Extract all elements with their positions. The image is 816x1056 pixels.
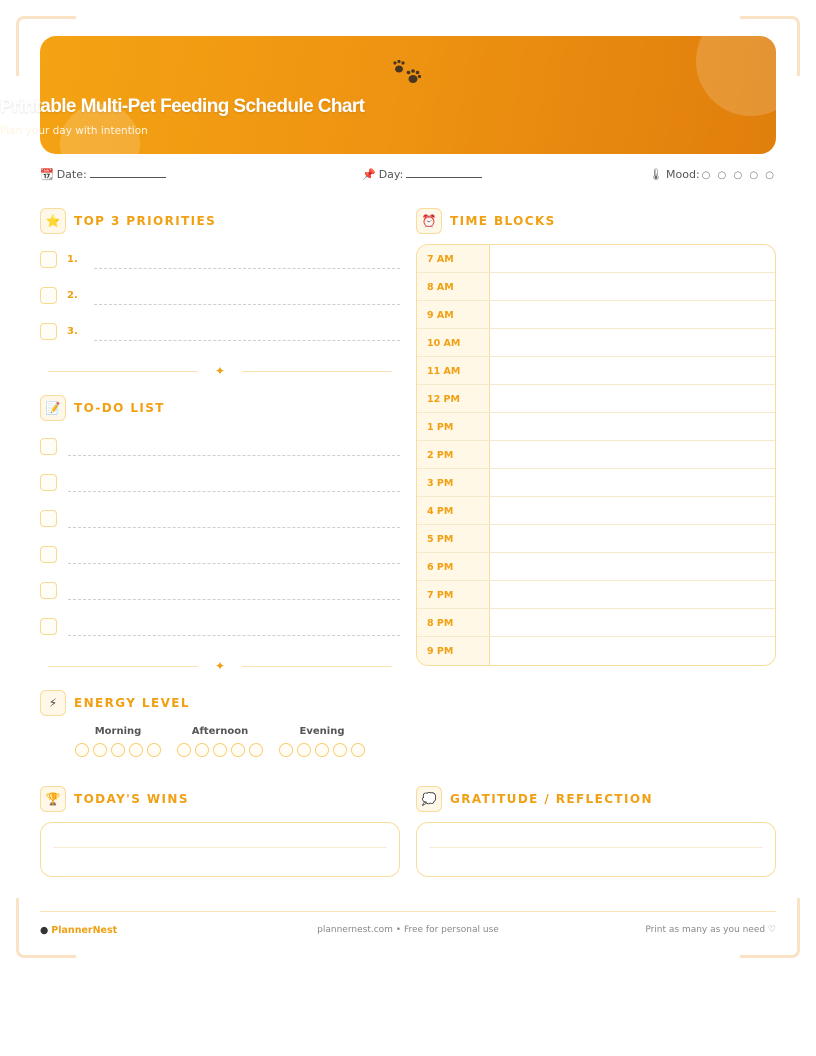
time-label: 8 AM [427, 282, 454, 293]
todo-item [40, 509, 400, 529]
time-label: 1 PM [427, 422, 454, 433]
energy-circle[interactable] [351, 743, 365, 757]
todo-write-line[interactable] [68, 491, 400, 492]
time-label: 12 PM [427, 394, 460, 405]
nest-icon: ● [40, 925, 49, 936]
time-label: 6 PM [427, 562, 454, 573]
todo-title: TO-DO LIST [74, 401, 165, 415]
gratitude-title: GRATITUDE / REFLECTION [450, 792, 653, 806]
time-label: 7 PM [427, 590, 454, 601]
date-field[interactable] [40, 168, 166, 181]
time-block-row[interactable] [417, 413, 775, 441]
todo-item [40, 545, 400, 565]
priorities-heading [40, 208, 216, 234]
priority-row [40, 250, 400, 270]
time-block-row[interactable] [417, 245, 775, 273]
priority-write-line[interactable] [94, 340, 400, 341]
todo-item [40, 437, 400, 457]
energy-circle[interactable] [129, 743, 143, 757]
energy-period-label: Evening [299, 726, 345, 737]
trophy-icon: 🏆 [40, 786, 66, 812]
section-divider [40, 661, 400, 673]
time-block-row[interactable] [417, 525, 775, 553]
todo-write-line[interactable] [68, 563, 400, 564]
energy-morning [72, 726, 164, 757]
todo-write-line[interactable] [68, 455, 400, 456]
page-title: Printable Multi-Pet Feeding Schedule Chart [0, 96, 365, 117]
date-line [90, 169, 166, 178]
energy-circle[interactable] [93, 743, 107, 757]
energy-circle[interactable] [333, 743, 347, 757]
time-block-row[interactable] [417, 357, 775, 385]
energy-circle[interactable] [249, 743, 263, 757]
pushpin-icon: 📌 [362, 168, 376, 181]
gratitude-box[interactable] [416, 822, 776, 877]
page-subtitle: Plan your day with intention [0, 125, 148, 137]
time-label: 4 PM [427, 506, 454, 517]
todo-item [40, 617, 400, 637]
priority-write-line[interactable] [94, 268, 400, 269]
time-blocks-title: TIME BLOCKS [450, 214, 556, 228]
time-label: 5 PM [427, 534, 454, 545]
energy-circle[interactable] [195, 743, 209, 757]
energy-afternoon [174, 726, 266, 757]
mood-label: Mood: [666, 168, 700, 181]
priority-row [40, 322, 400, 342]
thought-bubble-icon: 💭 [416, 786, 442, 812]
time-block-row[interactable] [417, 637, 775, 665]
todo-checkbox[interactable] [40, 510, 57, 527]
time-label: 7 AM [427, 254, 454, 265]
footer-website: plannernest.com • Free for personal use [317, 925, 499, 935]
footer-divider [40, 911, 776, 912]
todo-item [40, 473, 400, 493]
priority-write-line[interactable] [94, 304, 400, 305]
energy-circle[interactable] [75, 743, 89, 757]
time-block-row[interactable] [417, 385, 775, 413]
energy-evening [276, 726, 368, 757]
todo-checkbox[interactable] [40, 582, 57, 599]
priority-checkbox[interactable] [40, 323, 57, 340]
energy-circle[interactable] [279, 743, 293, 757]
priority-number: 1. [67, 254, 78, 265]
time-block-row[interactable] [417, 497, 775, 525]
memo-icon: 📝 [40, 395, 66, 421]
sparkle-icon: ✦ [214, 659, 226, 673]
paw-prints-icon [0, 58, 816, 88]
time-block-row[interactable] [417, 609, 775, 637]
todo-write-line[interactable] [68, 527, 400, 528]
energy-circle[interactable] [177, 743, 191, 757]
mood-field[interactable] [649, 168, 776, 181]
mood-dots[interactable]: ○ ○ ○ ○ ○ [701, 170, 776, 181]
priority-checkbox[interactable] [40, 287, 57, 304]
energy-circle[interactable] [315, 743, 329, 757]
time-block-row[interactable] [417, 329, 775, 357]
time-blocks-heading [416, 208, 556, 234]
wins-box[interactable] [40, 822, 400, 877]
time-block-row[interactable] [417, 301, 775, 329]
todo-checkbox[interactable] [40, 438, 57, 455]
day-line [406, 169, 482, 178]
gratitude-heading [416, 786, 653, 812]
wins-heading [40, 786, 189, 812]
date-label: Date: [56, 168, 87, 181]
energy-period-label: Morning [94, 726, 142, 737]
star-icon: ⭐ [40, 208, 66, 234]
time-label: 3 PM [427, 478, 454, 489]
calendar-icon: 📆 [40, 168, 54, 181]
time-label: 9 AM [427, 310, 454, 321]
section-divider [40, 366, 400, 378]
time-label: 11 AM [427, 366, 461, 377]
todo-checkbox[interactable] [40, 546, 57, 563]
time-label: 10 AM [427, 338, 461, 349]
wins-title: TODAY'S WINS [74, 792, 189, 806]
priorities-title: TOP 3 PRIORITIES [74, 214, 217, 228]
priority-number: 2. [67, 290, 78, 301]
time-block-row[interactable] [417, 581, 775, 609]
footer-note: Print as many as you need ♡ [645, 925, 776, 935]
energy-heading [40, 690, 190, 716]
energy-title: ENERGY LEVEL [74, 696, 190, 710]
time-block-row[interactable] [417, 469, 775, 497]
time-block-row[interactable] [417, 273, 775, 301]
priority-checkbox[interactable] [40, 251, 57, 268]
day-label: Day: [378, 168, 404, 181]
priority-number: 3. [67, 326, 78, 337]
todo-checkbox[interactable] [40, 474, 57, 491]
brand-name: PlannerNest [51, 925, 118, 936]
time-block-row[interactable] [417, 553, 775, 581]
priority-row [40, 286, 400, 306]
time-blocks-table [416, 244, 776, 666]
lightning-icon: ⚡ [40, 690, 66, 716]
day-field[interactable] [362, 168, 482, 181]
time-block-row[interactable] [417, 441, 775, 469]
alarm-clock-icon: ⏰ [416, 208, 442, 234]
energy-circle[interactable] [147, 743, 161, 757]
todo-checkbox[interactable] [40, 618, 57, 635]
thermometer-icon: 🌡 [649, 168, 664, 181]
energy-circle[interactable] [231, 743, 245, 757]
energy-circle[interactable] [213, 743, 227, 757]
todo-write-line[interactable] [68, 599, 400, 600]
time-label: 8 PM [427, 618, 454, 629]
energy-circle[interactable] [297, 743, 311, 757]
energy-period-label: Afternoon [191, 726, 249, 737]
energy-circle[interactable] [111, 743, 125, 757]
todo-heading [40, 395, 165, 421]
sparkle-icon: ✦ [214, 364, 226, 378]
time-label: 2 PM [427, 450, 454, 461]
todo-write-line[interactable] [68, 635, 400, 636]
todo-item [40, 581, 400, 601]
time-label: 9 PM [427, 646, 454, 657]
